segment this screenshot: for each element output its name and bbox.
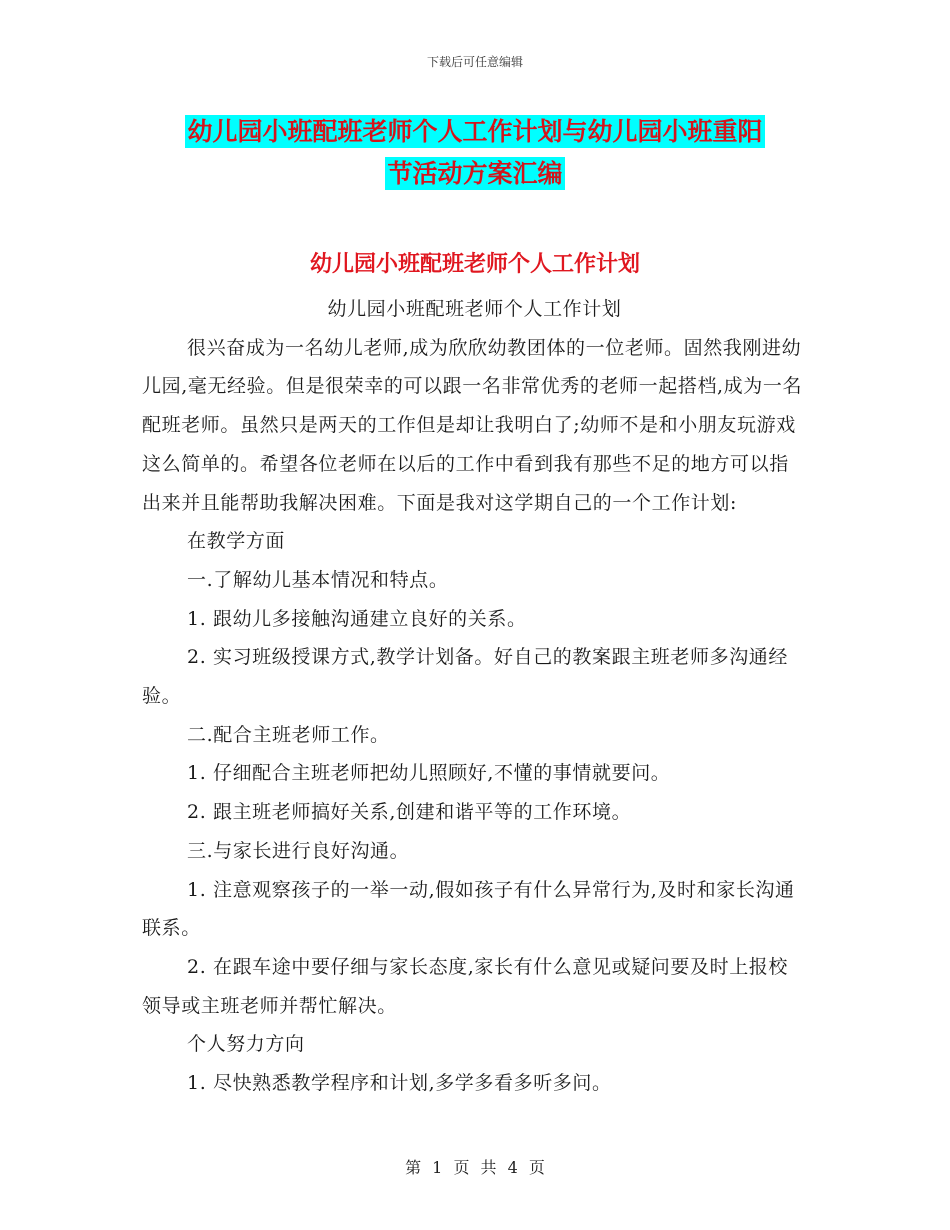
header-note: 下载后可任意编辑 (426, 55, 523, 69)
document-title-line2 (0, 156, 950, 192)
title-highlight: 节活动方案汇编 (387, 159, 563, 188)
teaching-heading: 在教学方面 (187, 530, 286, 553)
list-item: 2. 在跟车途中要仔细与家长态度,家长有什么意见或疑问要及时上报校领导或主班老师并帮忙解决。 (142, 955, 789, 1017)
effort-heading: 个人努力方向 (187, 1033, 305, 1056)
list-item: 2. 跟主班老师搞好关系,创建和谐平等的工作环境。 (187, 801, 632, 824)
section-title: 幼儿园小班配班老师个人工作计划 (309, 252, 640, 277)
list-item: 1. 跟幼儿多接触沟通建立良好的关系。 (187, 607, 527, 630)
subtitle: 幼儿园小班配班老师个人工作计划 (327, 298, 622, 320)
document-body (142, 290, 807, 1103)
intro-paragraph: 很兴奋成为一名幼儿老师,成为欣欣幼教团体的一位老师。固然我刚进幼儿园,毫无经验。但是很荣幸的可以跟一名非常优秀的老师一起搭档,成为一名配班老师。虽然只是两天的工作但是却让我明白了;幼师不是和小朋友玩游戏这么简单的。希望各位老师在以后的工作中看到我有那些不足的地方可以指出来并且能帮助我解决困难。下面是我对这学期自己的一个工作计划: (142, 336, 803, 514)
section-heading-2: 二.配合主班老师工作。 (187, 723, 390, 746)
list-item: 2. 实习班级授课方式,教学计划备。好自己的教案跟主班老师多沟通经验。 (142, 646, 789, 708)
list-item: 1. 仔细配合主班老师把幼儿照顾好,不懂的事情就要问。 (187, 762, 671, 785)
page-footer: 第 1 页 共 4 页 (405, 1158, 545, 1177)
section-heading-3: 三.与家长进行良好沟通。 (187, 839, 410, 862)
list-item: 1. 注意观察孩子的一举一动,假如孩子有什么异常行为,及时和家长沟通联系。 (142, 878, 795, 940)
title-highlight: 幼儿园小班配班老师个人工作计划与幼儿园小班重阳 (187, 117, 763, 146)
list-item: 1. 尽快熟悉教学程序和计划,多学多看多听多问。 (187, 1072, 612, 1095)
section-heading-1: 一.了解幼儿基本情况和特点。 (187, 568, 449, 591)
document-title-line1 (0, 114, 950, 150)
